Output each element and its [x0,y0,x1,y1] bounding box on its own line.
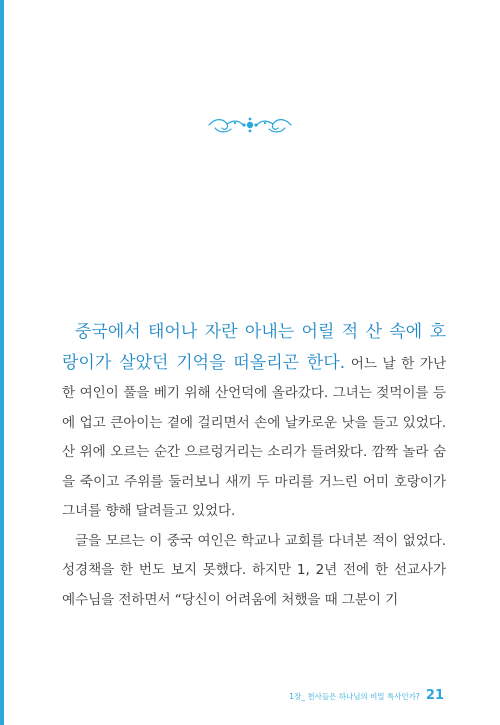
page-number: 21 [425,688,444,703]
page-footer [289,688,444,703]
body-text [62,318,446,615]
lead-sentence: 중국에서 태어나 자란 아내는 어릴 적 산 속에 호랑이가 살았던 기억을 떠올리곤 한다. [62,322,446,373]
paragraph-2: 글을 모르는 이 중국 여인은 학교나 교회를 다녀본 적이 없었다. 성경책을 한 번도 보지 못했다. 하지만 1, 2년 전에 한 선교사가 예수님을 전하면서 “당신이 어려움에 처했을 때 그분이 기 [62,532,446,608]
left-accent-bar [0,0,4,725]
floral-ornament-icon [205,114,295,136]
paragraph-1-body: 어느 날 한 가난한 여인이 풀을 베기 위해 산언덕에 올라갔다. 그녀는 젖먹이를 등에 업고 큰아이는 곁에 걸리면서 손에 날카로운 낫을 들고 있었다. 산 위에 오르는 순간 으르렁거리는 소리가 들려왔다. 깜짝 놀라 숨을 죽이고 주위를 둘러보니 새끼 두 마리를 거느린 어미 호랑이가 그녀를 향해 달려들고 있었다. [62,355,446,519]
running-footer-chapter: 1장_ 천사들은 하나님의 비밀 특사인가? [289,692,420,701]
paragraph-1 [62,318,446,527]
